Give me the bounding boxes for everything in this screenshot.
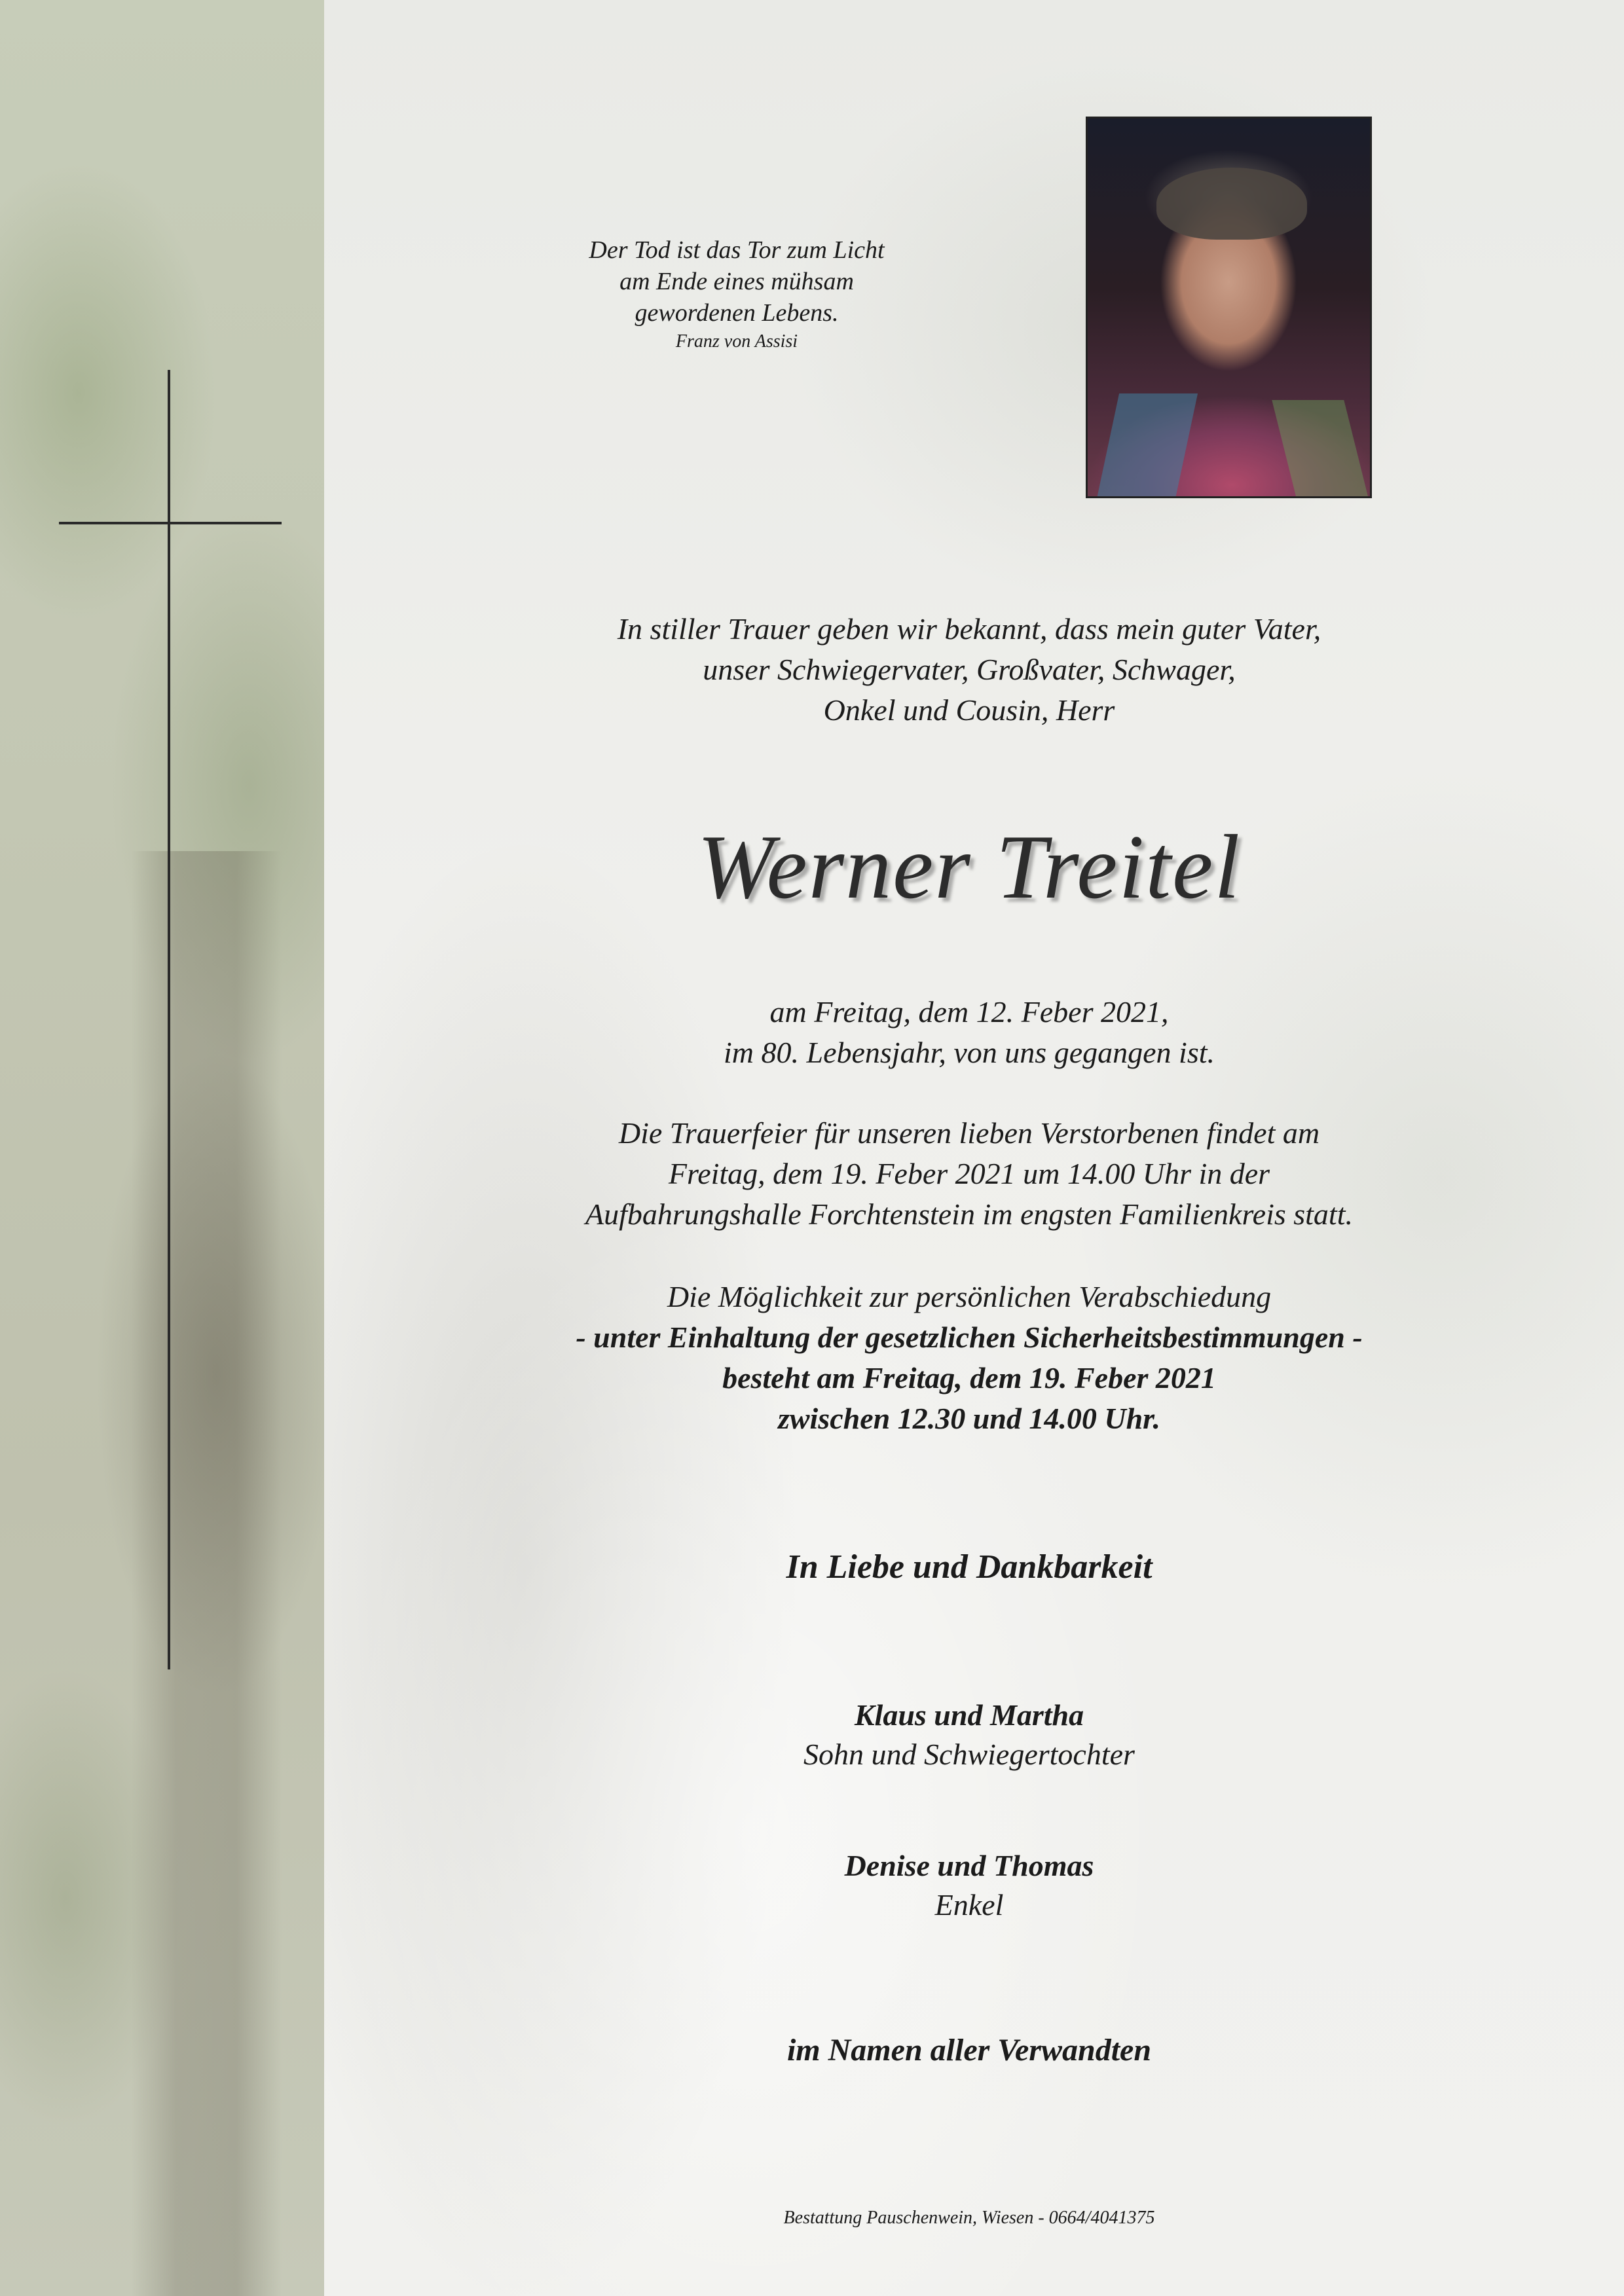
ceremony-info bbox=[393, 1113, 1545, 1235]
mourner-relation: Enkel bbox=[934, 1888, 1004, 1922]
photo-shirt-pattern bbox=[1096, 393, 1198, 498]
death-info-line: im 80. Lebensjahr, von uns gegangen ist. bbox=[723, 1036, 1215, 1069]
mourner-group bbox=[393, 1696, 1545, 1774]
portrait-photo bbox=[1086, 117, 1372, 498]
announcement-line: Onkel und Cousin, Herr bbox=[823, 693, 1115, 727]
quote-author: Franz von Assisi bbox=[675, 331, 798, 352]
cross-vertical-bar bbox=[168, 370, 170, 1669]
mourner-relation: Sohn und Schwiegertochter bbox=[803, 1738, 1135, 1771]
announcement bbox=[393, 609, 1545, 731]
mourner-names: Denise und Thomas bbox=[844, 1849, 1094, 1882]
farewell-info bbox=[393, 1277, 1545, 1439]
death-info-line: am Freitag, dem 12. Feber 2021, bbox=[769, 995, 1169, 1029]
mourner-names: Klaus und Martha bbox=[854, 1698, 1084, 1732]
ceremony-line: Freitag, dem 19. Feber 2021 um 14.00 Uhr in der bbox=[668, 1157, 1270, 1190]
farewell-line: - unter Einhaltung der gesetzlichen Sicherheitsbestimmungen - bbox=[576, 1321, 1363, 1354]
death-info bbox=[393, 992, 1545, 1073]
relatives-line: im Namen aller Verwandten bbox=[786, 2033, 1152, 2068]
quote-line: am Ende eines mühsam bbox=[619, 268, 854, 295]
quote-line: gewordenen Lebens. bbox=[635, 299, 839, 327]
mourner-group bbox=[393, 1846, 1545, 1925]
announcement-line: In stiller Trauer geben wir bekannt, dass mein guter Vater, bbox=[617, 612, 1321, 646]
photo-hair-shape bbox=[1156, 168, 1307, 240]
cross-horizontal-bar bbox=[59, 522, 282, 524]
farewell-intro: Die Möglichkeit zur persönlichen Verabschiedung bbox=[667, 1280, 1272, 1313]
photo-shirt-pattern bbox=[1272, 400, 1368, 498]
quote bbox=[511, 234, 963, 355]
tree-trunk-decoration bbox=[131, 851, 282, 2296]
ceremony-line: Die Trauerfeier für unseren lieben Verstorbenen findet am bbox=[618, 1116, 1320, 1150]
deceased-name: Werner Treitel bbox=[697, 816, 1242, 918]
left-tree-panel bbox=[0, 0, 324, 2296]
announcement-line: unser Schwiegervater, Großvater, Schwager, bbox=[703, 653, 1236, 686]
farewell-line: besteht am Freitag, dem 19. Feber 2021 bbox=[722, 1361, 1216, 1394]
closing-phrase: In Liebe und Dankbarkeit bbox=[786, 1548, 1153, 1586]
funeral-home-footer: Bestattung Pauschenwein, Wiesen - 0664/4041375 bbox=[783, 2208, 1155, 2228]
ceremony-line: Aufbahrungshalle Forchtenstein im engsten Familienkreis statt. bbox=[585, 1197, 1353, 1231]
farewell-line: zwischen 12.30 und 14.00 Uhr. bbox=[777, 1402, 1161, 1435]
quote-line: Der Tod ist das Tor zum Licht bbox=[589, 236, 885, 264]
